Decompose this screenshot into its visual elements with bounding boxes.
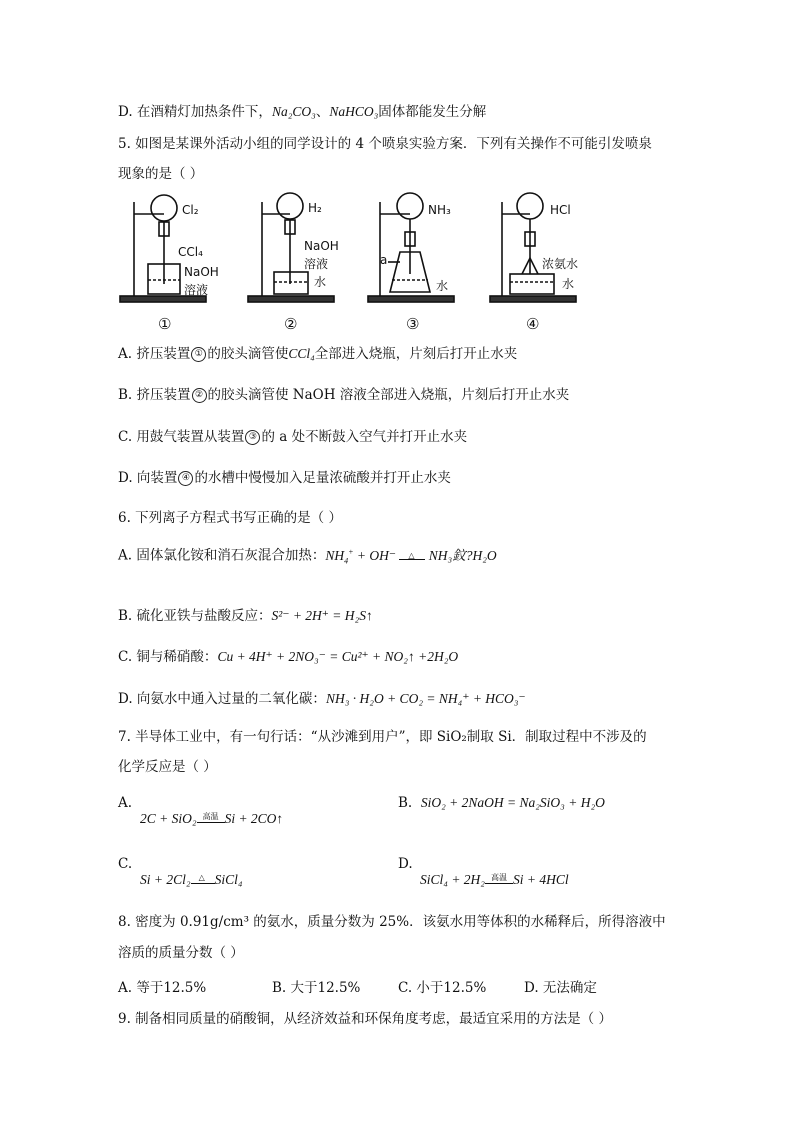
q7-option-a-label: A. [118, 795, 133, 811]
formula: NH [325, 547, 345, 563]
q8-stem-cont: 溶质的质量分数（ ） [118, 945, 244, 961]
formula: NH₃鈫?H₂O [428, 547, 497, 563]
q7-option-d-equation [420, 871, 569, 889]
q5-stem: 5. 如图是某课外活动小组的同学设计的 4 个喷泉实验方案．下列有关操作不可能引发喷泉 [118, 136, 652, 152]
q5-option-c [118, 428, 467, 446]
q7-option-b [398, 794, 605, 812]
q7-stem: 7. 半导体工业中，有一句行话：“从沙滩到用户”，即 SiO₂制取 Si．制取过程中不涉及的 [118, 729, 647, 745]
equation: Cu + 4H⁺ + 2NO₃⁻ = Cu²⁺ + NO₂↑ +2H₂O [217, 649, 459, 664]
equation: SiO₂ + 2NaOH = Na₂SiO₃ + H₂O [420, 795, 605, 810]
q7-option-a-equation [140, 810, 283, 828]
q5-option-a [118, 345, 517, 363]
formula: NaHCO₃ [329, 104, 379, 119]
apparatus-number-1: ① [158, 315, 172, 333]
q6-option-d [118, 690, 526, 708]
q6-option-b [118, 607, 373, 625]
q5-stem-cont: 现象的是（ ） [118, 166, 204, 182]
q8-option-a: A. 等于12.5% [118, 980, 207, 996]
label-naoh-2: NaOH [304, 239, 339, 253]
label-solution-1: 溶液 [184, 283, 209, 297]
equation: NH₃ · H₂O + CO₂ = NH₄⁺ + HCO₃⁻ [325, 691, 526, 706]
circled-number: ④ [178, 471, 193, 486]
label-gas-1: Cl₂ [182, 203, 199, 217]
circled-number: ③ [245, 430, 260, 445]
formula: SiCl₄ [214, 872, 243, 887]
q8-option-d: D. 无法确定 [524, 980, 597, 996]
formula: 2C + SiO₂ [140, 811, 197, 826]
q8-option-b: B. 大于12.5% [272, 980, 361, 996]
equation: S²⁻ + 2H⁺ = H₂S↑ [271, 608, 373, 623]
label-water-3: 水 [436, 279, 449, 293]
condition: 高温 [491, 873, 508, 882]
text: 的水槽中慢慢加入足量浓硫酸并打开止水夹 [194, 470, 451, 486]
formula: CCl₄ [288, 346, 315, 361]
q5-option-d [118, 469, 451, 487]
text: D. 向装置 [118, 470, 178, 486]
q6-stem: 6. 下列离子方程式书写正确的是（ ） [118, 510, 342, 526]
q5-option-b [118, 386, 569, 404]
q7-option-c-equation [140, 871, 243, 889]
text: D. 向氨水中通入过量的二氧化碳： [118, 691, 326, 707]
text: D. 在酒精灯加热条件下， [118, 104, 272, 120]
label-ccl4: CCl₄ [178, 245, 203, 259]
q9-stem: 9. 制备相同质量的硝酸铜，从经济效益和环保角度考虑，最适宜采用的方法是（ ） [118, 1011, 612, 1027]
condition: △ [198, 873, 205, 882]
label-gas-4: HCl [550, 203, 571, 217]
label-a: a [380, 253, 388, 267]
q4-option-d: D. 在酒精灯加热条件下，Na₂CO₃、NaHCO₃固体都能发生分解 [118, 104, 487, 120]
label-gas-3: NH₃ [428, 203, 451, 217]
text: A. 固体氯化铵和消石灰混合加热： [118, 547, 326, 564]
text: 全部进入烧瓶，片刻后打开止水夹 [314, 346, 518, 362]
label-solution-2: 溶液 [304, 257, 329, 271]
formula: Si + 4HCl [513, 872, 569, 887]
text: C. 用鼓气装置从装置 [118, 429, 245, 445]
label: B. [398, 795, 413, 811]
text: 的 a 处不断鼓入空气并打开止水夹 [261, 429, 468, 445]
apparatus-number-4: ④ [526, 315, 540, 333]
condition-arrow [399, 551, 425, 560]
condition-arrow [485, 875, 513, 884]
heat-symbol: △ [408, 550, 415, 560]
condition: 高温 [202, 812, 219, 821]
apparatus-number-2: ② [284, 315, 298, 333]
text: A. 挤压装置 [118, 346, 191, 362]
text: B. 硫化亚铁与盐酸反应： [118, 608, 272, 624]
formula: Si + 2Cl₂ [140, 872, 191, 887]
equation: $NH_4^+ + OH^-$ △ NH₃鈫?H₂O [325, 547, 497, 566]
q7-stem-cont: 化学反应是（ ） [118, 759, 217, 775]
q8-stem: 8. 密度为 0.91g/cm³ 的氨水，质量分数为 25%．该氨水用等体积的水稀释后，所得溶液中 [118, 914, 666, 930]
fountain-apparatus-figure [118, 192, 698, 334]
label-gas-2: H₂ [308, 201, 322, 215]
formula: Na₂CO₃ [271, 104, 316, 119]
q6-option-c [118, 648, 458, 666]
stand-base-4 [490, 296, 576, 302]
q7-option-c-label: C. [118, 856, 133, 872]
label-water-2: 水 [314, 275, 327, 289]
condition-arrow [191, 875, 215, 884]
formula: + OH⁻ [356, 547, 396, 563]
text: B. 挤压装置 [118, 387, 191, 403]
circled-number: ① [191, 347, 206, 362]
stand-base-2 [248, 296, 334, 302]
label-conc-ammonia: 浓氨水 [542, 257, 579, 271]
circled-number: ② [192, 388, 207, 403]
text: 的胶头滴管使 [207, 346, 289, 362]
formula: SiCl₄ + 2H₂ [420, 872, 486, 887]
label-water-4: 水 [562, 277, 575, 291]
q7-option-d-label: D. [398, 856, 413, 872]
text: 固体都能发生分解 [378, 104, 487, 120]
text: 的胶头滴管使 NaOH 溶液全部进入烧瓶，片刻后打开止水夹 [207, 387, 570, 403]
stand-base-3 [368, 296, 454, 302]
apparatus-number-3: ③ [406, 315, 420, 333]
q6-option-a [118, 543, 497, 570]
text: C. 铜与稀硝酸： [118, 649, 218, 665]
condition-arrow [197, 814, 225, 823]
label-naoh-1: NaOH [184, 265, 219, 279]
formula: Si + 2CO↑ [224, 811, 284, 826]
q8-option-c: C. 小于12.5% [398, 980, 487, 996]
